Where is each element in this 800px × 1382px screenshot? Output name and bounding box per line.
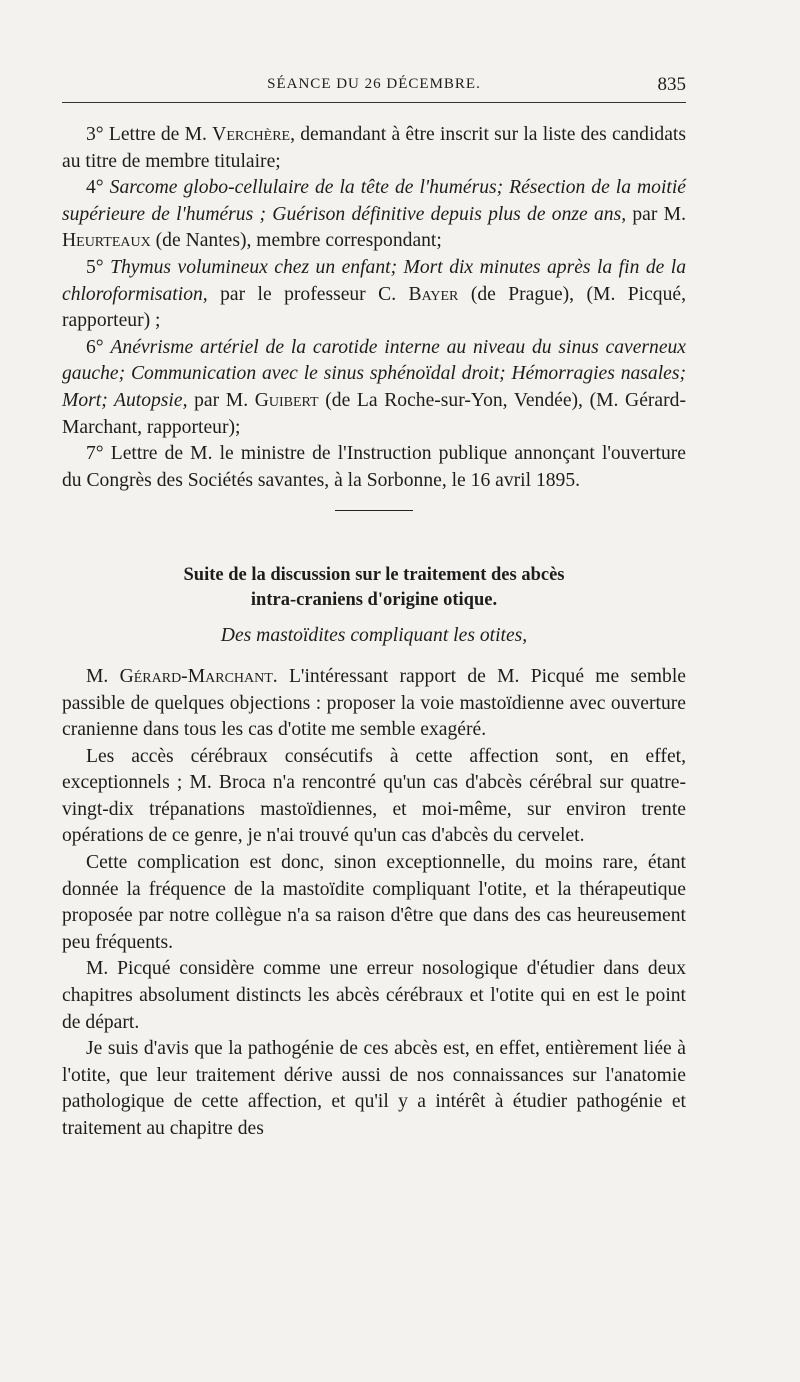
section-title-line: Suite de la discussion sur le traitement des abcès [183, 565, 565, 586]
item-number: 3° Lettre de M. [86, 124, 213, 145]
item-text: , demandant à être inscrit sur la liste des candidats au titre de membre titulaire; [62, 124, 686, 172]
item-title: Sarcome globo-cellulaire de la tête de l'humérus; Résection de la moitié supérieure de l'humérus ; Guérison définitive depuis plus de onze ans, [62, 177, 687, 225]
item-text: par le professeur C. [207, 283, 409, 305]
list-item-7: 7° Lettre de M. le ministre de l'Instruction publique annonçant l'ouverture du Congrès des Sociétés savantes, à la Sorbonne, le 16 avril 1895. [62, 443, 686, 491]
speaker-name: M. Gérard-Marchant. [86, 665, 278, 687]
list-item-6 [62, 335, 686, 441]
item-number: 6° [86, 336, 111, 358]
paragraph-4: M. Picqué considère comme une erreur nosologique d'étudier dans deux chapitres absolument distincts les abcès cérébraux et l'otite qui en est le point de départ. [62, 958, 686, 1033]
paragraph-3: Cette complication est donc, sinon exceptionnelle, du moins rare, étant donnée la fréquence de la mastoïdite compliquant l'otite, et la thérapeutique proposée par notre collègue n'a sa raison d'être que dans des cas heureusement peu fréquents. [62, 852, 686, 953]
section-title-line: intra-craniens d'origine otique. [250, 590, 498, 611]
running-header [62, 74, 686, 103]
section-title [62, 563, 686, 613]
author-name: Guibert [254, 389, 319, 411]
item-number: 4° [86, 177, 110, 199]
header-month: DÉCEMBRE. [386, 76, 481, 92]
paragraph-1 [62, 664, 686, 744]
author-name: Bayer [408, 283, 459, 305]
author-name: Heurteaux [62, 230, 151, 252]
header-title [62, 76, 686, 93]
list-item-4 [62, 175, 686, 255]
list-item-3 [62, 122, 686, 175]
item-number: 5° [86, 256, 111, 278]
item-text: par M. [626, 203, 686, 225]
paragraph-5: Je suis d'avis que la pathogénie de ces abcès est, en effet, entièrement liée à l'otite, que leur traitement dérive aussi de nos connaissances sur l'anatomie pathologique de cette affection, et qu'il y a intérêt à étudier pathogénie et traitement au chapitre des [62, 1038, 686, 1139]
section-divider [335, 510, 413, 511]
item-text: (de La Roche-sur-Yon, Vendée), (M. Gérard-Marchant, rapporteur); [62, 389, 686, 438]
paragraph-2: Les accès cérébraux consécutifs à cette affection sont, en effet, exceptionnels ; M. Broca n'a rencontré qu'un cas d'abcès cérébral sur quatre-vingt-dix trépanations mastoïdiennes, et moi-même, sur environ trente opérations de ce genre, je n'ai trouvé qu'un cas d'abcès du cervelet. [62, 745, 686, 847]
page-number: 835 [657, 74, 686, 95]
section-subtitle: Des mastoïdites compliquant les otites, [220, 625, 528, 647]
item-title: Thymus volumineux chez un enfant; Mort dix minutes après la fin de la chloroformisation, [62, 256, 687, 305]
header-prefix: SÉANCE DU [267, 76, 360, 92]
item-text: (de Nantes), membre correspondant; [150, 230, 442, 252]
item-title: Anévrisme artériel de la carotide interne au niveau du sinus caverneux gauche; Communication avec le sinus sphénoïdal droit; Hémorragies nasales; Mort; Autopsie, [62, 336, 687, 411]
page-body [62, 122, 686, 1143]
item-text: (de Prague), (M. Picqué, rapporteur) ; [62, 283, 686, 332]
author-name: Verchère [212, 124, 291, 145]
list-item-5 [62, 255, 686, 335]
paragraph-text: L'intéressant rapport de M. Picqué me semble passible de quelques objections : proposer la voie mastoïdienne avec ouverture cranienne dans tous les cas d'otite me semble exagéré. [62, 665, 686, 741]
item-text: par M. [187, 389, 255, 411]
header-day: 26 [364, 76, 382, 92]
